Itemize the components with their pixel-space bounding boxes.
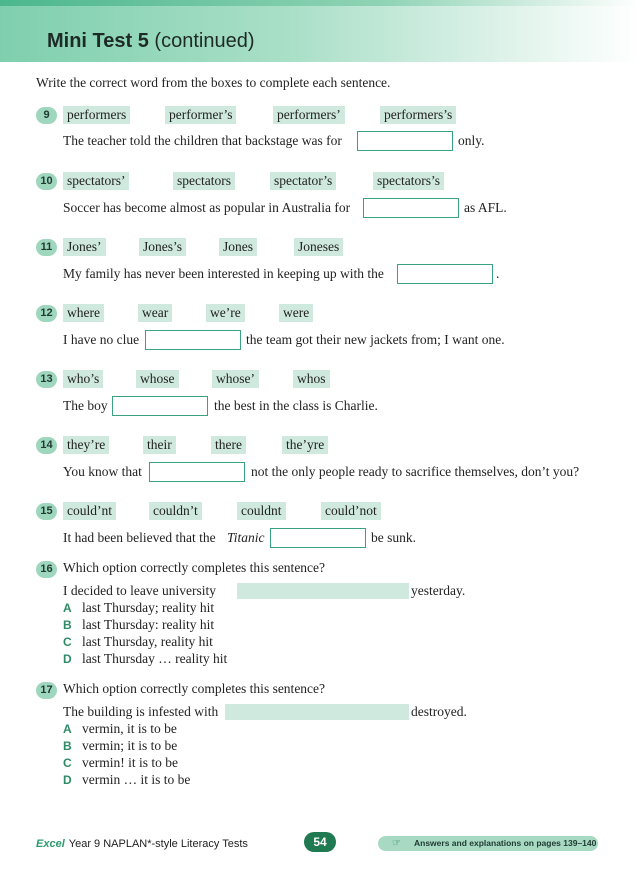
answer-box[interactable] [149,462,245,482]
word-option[interactable]: whos [293,370,330,388]
answer-gap [225,704,409,720]
question-number: 17 [36,682,57,699]
word-option[interactable]: Jones [219,238,257,256]
sentence-after: as AFL. [464,200,507,215]
page-title [47,30,255,53]
answers-note: Answers and explanations on pages 139–140 [414,838,597,848]
page-number: 54 [304,832,336,852]
answer-box[interactable] [363,198,459,218]
question-number: 15 [36,503,57,520]
word-option[interactable]: Jones’s [139,238,186,256]
choice-c[interactable] [63,755,178,771]
pointing-hand-icon: ☞ [392,838,401,849]
sentence-italic-title: Titanic [227,530,265,545]
sentence-after: yesterday. [411,583,466,598]
answer-box[interactable] [112,396,208,416]
choice-letter: A [63,601,72,615]
word-option[interactable]: Jones’ [63,238,106,256]
word-option[interactable]: performers’s [380,106,456,124]
sentence-before: You know that [63,464,142,479]
question-number: 13 [36,371,57,388]
choice-b[interactable] [63,617,214,633]
answer-box[interactable] [145,330,241,350]
header-strip [0,0,640,6]
answer-box[interactable] [357,131,453,151]
sentence-after: the team got their new jackets from; I want one. [246,332,505,347]
choice-text: vermin, it is to be [82,721,177,736]
choice-text: vermin … it is to be [82,772,191,787]
choice-text: vermin; it is to be [82,738,178,753]
sentence-before: The boy [63,398,108,413]
word-option[interactable]: their [143,436,176,454]
choice-text: last Thursday; reality hit [82,600,215,615]
word-option[interactable]: performer’s [165,106,236,124]
word-option[interactable]: Joneses [294,238,343,256]
sentence-after: only. [458,133,485,148]
word-option[interactable]: were [279,304,313,322]
choice-c[interactable] [63,634,213,650]
answer-box[interactable] [397,264,493,284]
choice-letter: D [63,652,72,666]
word-option[interactable]: performers’ [273,106,345,124]
choice-letter: C [63,756,72,770]
word-option[interactable]: whose’ [212,370,259,388]
sentence-after: the best in the class is Charlie. [214,398,378,413]
question-prompt: Which option correctly completes this sentence? [63,681,326,696]
word-option[interactable]: we’re [206,304,245,322]
question-number: 14 [36,437,57,454]
word-option[interactable]: spectators’ [63,172,129,190]
choice-d[interactable] [63,651,227,667]
word-option[interactable]: spectator’s [270,172,336,190]
choice-letter: D [63,773,72,787]
answer-box[interactable] [270,528,366,548]
page-title-rest: (continued) [148,30,255,52]
choice-b[interactable] [63,738,177,754]
choice-d[interactable] [63,772,190,788]
question-number: 9 [36,107,57,124]
choice-letter: B [63,739,72,753]
question-number: 11 [36,239,57,256]
word-option[interactable]: spectators’s [373,172,444,190]
word-option[interactable]: whose [136,370,179,388]
sentence-before: I decided to leave university [63,583,216,598]
question-prompt: Which option correctly completes this sentence? [63,560,326,575]
sentence-before: My family has never been interested in keeping up with the [63,266,384,281]
question-number: 12 [36,305,57,322]
sentence-before: Soccer has become almost as popular in Australia for [63,200,351,215]
choice-text: last Thursday: reality hit [82,617,215,632]
sentence-after: destroyed. [411,704,467,719]
word-option[interactable]: spectators [173,172,235,190]
sentence-after: be sunk. [371,530,416,545]
word-option[interactable]: the’yre [282,436,328,454]
word-option[interactable]: there [211,436,246,454]
word-option[interactable]: could’not [321,502,381,520]
choice-letter: C [63,635,72,649]
sentence-before: I have no clue [63,332,140,347]
choice-letter: A [63,722,72,736]
sentence-before: The building is infested with [63,704,219,719]
question-number: 16 [36,561,57,578]
instructions: Write the correct word from the boxes to complete each sentence. [36,75,391,90]
choice-letter: B [63,618,72,632]
answer-gap [237,583,409,599]
page-title-bold: Mini Test 5 [47,30,149,52]
footer-book-title [36,838,248,850]
choice-text: last Thursday … reality hit [82,651,228,666]
question-number: 10 [36,173,57,190]
word-option[interactable]: they’re [63,436,109,454]
word-option[interactable]: where [63,304,104,322]
word-option[interactable]: couldn’t [149,502,202,520]
answers-reference [378,836,598,851]
sentence-after: not the only people ready to sacrifice themselves, don’t you? [251,464,580,479]
choice-text: vermin! it is to be [82,755,178,770]
page-header [0,0,640,62]
word-option[interactable]: wear [138,304,172,322]
sentence-before: The teacher told the children that backstage was for [63,133,342,148]
choice-text: last Thursday, reality hit [82,634,213,649]
sentence-before: It had been believed that the [63,530,216,545]
sentence-after: . [496,266,500,281]
word-option[interactable]: performers [63,106,130,124]
word-option[interactable]: couldnt [237,502,286,520]
book-title: Year 9 NAPLAN*-style Literacy Tests [68,838,248,850]
word-option[interactable]: could’nt [63,502,116,520]
word-option[interactable]: who’s [63,370,103,388]
choice-a[interactable] [63,600,214,616]
brand-logo: Excel [36,838,65,850]
choice-a[interactable] [63,721,177,737]
